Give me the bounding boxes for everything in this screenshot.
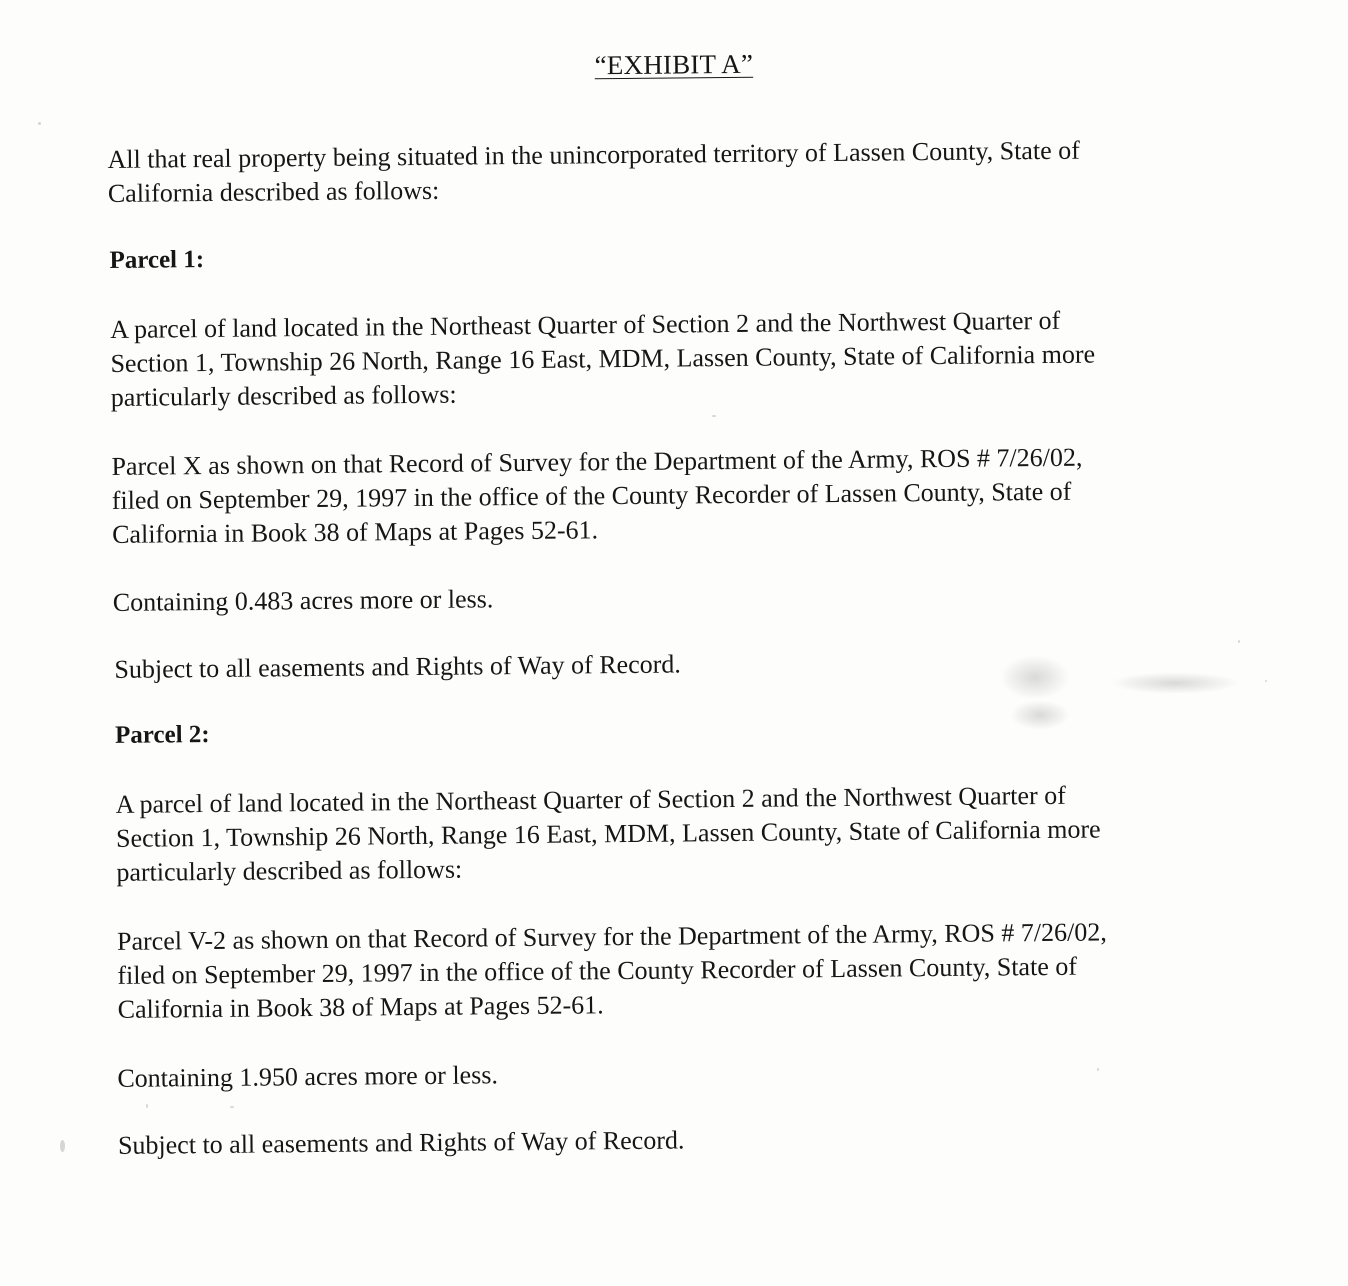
parcel-2-survey: Parcel V-2 as shown on that Record of Survey for the Department of the Army, ROS # 7/26/02, filed on September 29, 1997 in the office of the County Recorder of Lassen County, State of California in Book 38 of Maps at Pages 52-61.: [116, 917, 1107, 1024]
intro-paragraph: All that real property being situated in the unincorporated territory of Lassen County, State of California described as follows:: [107, 135, 1080, 208]
scan-speck: [38, 122, 41, 125]
scan-smudge: [1000, 655, 1070, 700]
document-title: “EXHIBIT A”: [594, 48, 754, 81]
parcel-2-location: A parcel of land located in the Northeast Quarter of Section 2 and the Northwest Quarter of Section 1, Township 26 North, Range 16 East, MDM, Lassen County, State of California more particularly described as follows:: [115, 780, 1101, 887]
parcel-2-acreage: Containing 1.950 acres more or less.: [117, 1060, 499, 1093]
parcel-2-easements: Subject to all easements and Rights of Way of Record.: [117, 1125, 685, 1160]
parcel-1-survey: Parcel X as shown on that Record of Survey for the Department of the Army, ROS # 7/26/02, filed on September 29, 1997 in the office of the County Recorder of Lassen County, State of California in Book 38 of Maps at Pages 52-61.: [111, 442, 1083, 549]
scan-speck: [1265, 680, 1267, 682]
parcel-1-easements: Subject to all easements and Rights of Way of Record.: [114, 649, 681, 684]
parcel-1-location: A parcel of land located in the Northeast Quarter of Section 2 and the Northwest Quarter of Section 1, Township 26 North, Range 16 East, MDM, Lassen County, State of California more particularly described as follows:: [110, 305, 1096, 412]
scan-speck: [712, 415, 716, 417]
scan-speck: [1238, 640, 1240, 643]
parcel-1-heading: Parcel 1:: [109, 246, 205, 274]
scan-speck: [230, 1106, 234, 1108]
parcel-1-acreage: Containing 0.483 acres more or less.: [112, 584, 494, 617]
parcel-2-heading: Parcel 2:: [114, 721, 210, 749]
scan-speck: [146, 1104, 148, 1108]
scan-smudge: [1110, 672, 1240, 694]
scan-smudge: [1010, 700, 1070, 730]
scan-speck: [60, 1140, 65, 1152]
scan-speck: [1097, 1068, 1099, 1071]
